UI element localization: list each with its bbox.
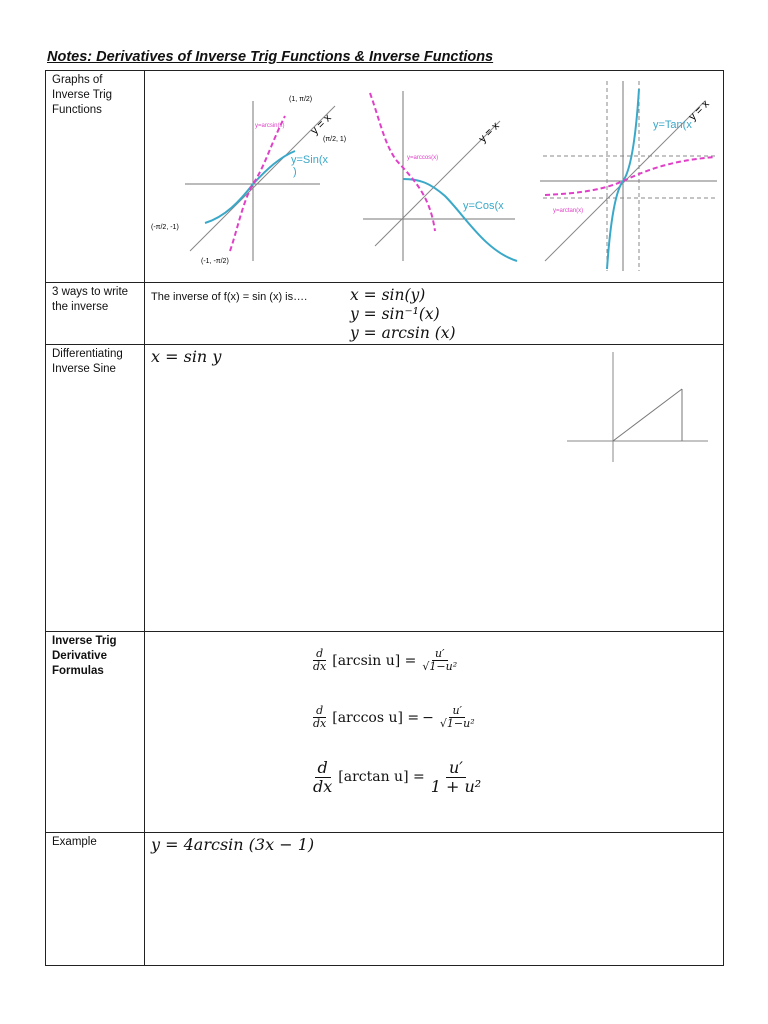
reference-triangle-diagram <box>565 350 710 465</box>
inverse-eq-3: y = arcsin (x) <box>350 324 456 342</box>
ways-label: 3 ways to write the inverse <box>46 283 145 345</box>
yx-label-3: y = x <box>686 97 712 124</box>
cos-label: y=Cos(x <box>463 200 504 212</box>
page-title: Notes: Derivatives of Inverse Trig Functions & Inverse Functions <box>47 49 494 65</box>
graph-arctan <box>540 81 717 271</box>
arctan-derivative-formula: $\frac{d}{dx}$ [arctan u] = $\frac{u'}{\text{1 + u²}}$ <box>313 758 482 796</box>
arcsin-derivative-formula: $\frac{d}{dx}$ [arcsin u] = $\frac{u'}{\text{√1−u²}}$ <box>313 647 458 674</box>
yx-label-1: y = x <box>308 111 334 138</box>
example-label: Example <box>46 833 145 966</box>
row-three-ways <box>46 283 724 345</box>
sin-label: y=Sin(x <box>291 154 328 166</box>
notes-table <box>45 70 724 966</box>
row-example <box>46 833 724 966</box>
point-top: (1, π/2) <box>289 96 313 103</box>
formulas-label: Inverse Trig Derivative Formulas <box>46 632 145 833</box>
differentiating-label: Differentiating Inverse Sine <box>46 345 145 632</box>
inverse-sentence: The inverse of f(x) = sin (x) is…. <box>151 291 308 303</box>
yx-label-2: y = x <box>476 119 502 146</box>
row-graphs <box>46 71 724 283</box>
sin-curve <box>205 151 295 223</box>
point-right: (π/2, 1) <box>323 136 347 143</box>
point-left: (-π/2, -1) <box>151 224 179 231</box>
graphs-label: Graphs of Inverse Trig Functions <box>46 71 145 283</box>
cos-curve <box>403 179 517 261</box>
differentiating-equation: x = sin y <box>151 347 222 366</box>
arcsin-label: y=arcsin(x) <box>255 123 285 129</box>
inverse-eq-2: y = sin⁻¹(x) <box>350 305 440 323</box>
graph-arcsin <box>151 96 346 265</box>
point-bottom: (-1, -π/2) <box>201 258 229 265</box>
graph-arccos <box>363 91 517 261</box>
inverse-eq-1: x = sin(y) <box>350 286 426 304</box>
arctan-label: y=arctan(x) <box>553 208 584 214</box>
inverse-trig-graphs <box>145 71 724 277</box>
sin-paren: ) <box>293 166 297 178</box>
tan-label: y=Tan(x <box>653 119 692 131</box>
example-equation: y = 4arcsin (3x − 1) <box>151 835 315 854</box>
arccos-label: y=arccos(x) <box>407 155 439 161</box>
row-formulas <box>46 632 724 833</box>
row-differentiating <box>46 345 724 632</box>
arccos-derivative-formula: $\frac{d}{dx}$ [arccos u] = − $\frac{u'}{\text{√1−u²}}$ <box>313 704 475 731</box>
